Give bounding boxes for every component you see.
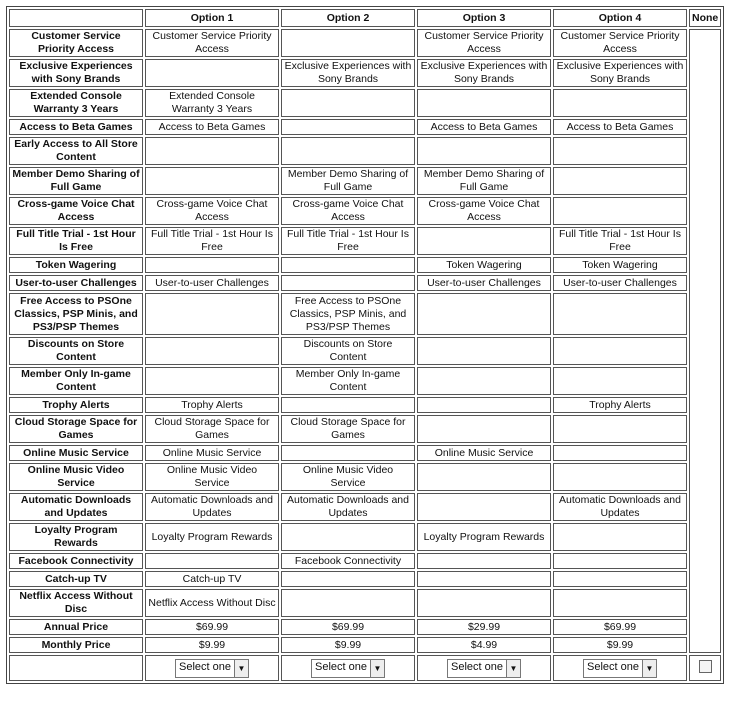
option-3-cell [417,89,551,117]
option-4-cell [553,137,687,165]
option-3-cell [417,553,551,569]
table-row [9,523,721,551]
option-3-cell [417,589,551,617]
option-2-cell [281,397,415,413]
header-option-2: Option 2 [281,9,415,27]
chevron-down-icon[interactable]: ▼ [234,660,248,677]
option-1-select[interactable] [175,659,249,678]
option-3-cell: Member Demo Sharing of Full Game [417,167,551,195]
none-checkbox[interactable] [699,660,712,673]
option-2-cell [281,119,415,135]
table-row [9,197,721,225]
feature-label: Catch-up TV [9,571,143,587]
option-2-cell [281,89,415,117]
feature-label: Monthly Price [9,637,143,653]
option-3-cell [417,137,551,165]
chevron-down-icon[interactable]: ▼ [370,660,384,677]
header-option-1: Option 1 [145,9,279,27]
option-3-cell: Access to Beta Games [417,119,551,135]
table-row [9,59,721,87]
feature-label: Extended Console Warranty 3 Years [9,89,143,117]
option-1-cell [145,257,279,273]
feature-label: Member Only In-game Content [9,367,143,395]
feature-label: Annual Price [9,619,143,635]
feature-label: Token Wagering [9,257,143,273]
option-1-cell: $9.99 [145,637,279,653]
table-row [9,167,721,195]
option-2-cell: Full Title Trial - 1st Hour Is Free [281,227,415,255]
table-row [9,337,721,365]
feature-label: Netflix Access Without Disc [9,589,143,617]
option-3-cell [417,493,551,521]
option-1-cell: Automatic Downloads and Updates [145,493,279,521]
table-row [9,275,721,291]
option-4-cell: Automatic Downloads and Updates [553,493,687,521]
option-3-cell: User-to-user Challenges [417,275,551,291]
option-1-cell: Loyalty Program Rewards [145,523,279,551]
table-row [9,445,721,461]
none-checkbox-cell [689,655,721,681]
feature-label: Cross-game Voice Chat Access [9,197,143,225]
table-row [9,619,721,635]
option-1-cell: Online Music Service [145,445,279,461]
feature-label: User-to-user Challenges [9,275,143,291]
header-corner [9,9,143,27]
option-3-cell: Exclusive Experiences with Sony Brands [417,59,551,87]
option-4-select-cell [553,655,687,681]
option-1-cell: Full Title Trial - 1st Hour Is Free [145,227,279,255]
chevron-down-icon[interactable]: ▼ [506,660,520,677]
select-label: Select one [315,660,367,673]
option-2-cell [281,571,415,587]
option-1-cell: Catch-up TV [145,571,279,587]
feature-label: Facebook Connectivity [9,553,143,569]
option-2-cell: $9.99 [281,637,415,653]
option-1-cell [145,337,279,365]
option-1-cell [145,137,279,165]
option-2-cell: $69.99 [281,619,415,635]
survey-table [6,6,724,684]
option-2-cell: Automatic Downloads and Updates [281,493,415,521]
option-1-cell: Trophy Alerts [145,397,279,413]
option-2-cell [281,445,415,461]
table-row [9,415,721,443]
option-3-cell [417,293,551,335]
table-row [9,637,721,653]
option-2-cell: Exclusive Experiences with Sony Brands [281,59,415,87]
option-1-cell [145,367,279,395]
option-3-cell [417,415,551,443]
feature-label: Member Demo Sharing of Full Game [9,167,143,195]
option-4-cell [553,367,687,395]
table-row [9,571,721,587]
option-4-cell [553,463,687,491]
option-3-cell: $29.99 [417,619,551,635]
select-label: Select one [451,660,503,673]
option-3-cell: Online Music Service [417,445,551,461]
table-row [9,89,721,117]
table-row [9,553,721,569]
feature-label: Online Music Service [9,445,143,461]
option-4-cell: User-to-user Challenges [553,275,687,291]
option-3-cell [417,337,551,365]
feature-label: Cloud Storage Space for Games [9,415,143,443]
option-4-cell: $69.99 [553,619,687,635]
option-2-cell [281,257,415,273]
option-1-cell: Extended Console Warranty 3 Years [145,89,279,117]
option-4-cell [553,523,687,551]
option-2-cell [281,137,415,165]
feature-label: Automatic Downloads and Updates [9,493,143,521]
feature-label: Free Access to PSOne Classics, PSP Minis, and PS3/PSP Themes [9,293,143,335]
option-2-cell: Free Access to PSOne Classics, PSP Minis, and PS3/PSP Themes [281,293,415,335]
none-column-cell [689,29,721,653]
option-2-cell: Online Music Video Service [281,463,415,491]
option-1-cell [145,553,279,569]
option-4-cell: Customer Service Priority Access [553,29,687,57]
feature-label: Trophy Alerts [9,397,143,413]
table-row [9,463,721,491]
selection-row-label [9,655,143,681]
option-4-cell [553,445,687,461]
option-1-cell [145,293,279,335]
option-4-cell [553,415,687,443]
table-row [9,293,721,335]
option-1-select-cell [145,655,279,681]
survey-table-container [6,6,724,684]
option-1-cell: Cross-game Voice Chat Access [145,197,279,225]
option-2-cell [281,29,415,57]
header-none: None [689,9,721,27]
option-2-select[interactable] [311,659,385,678]
option-3-cell [417,571,551,587]
table-row [9,119,721,135]
table-row [9,137,721,165]
option-4-cell: Token Wagering [553,257,687,273]
option-1-cell: Online Music Video Service [145,463,279,491]
table-row [9,29,721,57]
option-1-cell: $69.99 [145,619,279,635]
option-3-cell: Loyalty Program Rewards [417,523,551,551]
option-4-cell [553,197,687,225]
option-2-cell [281,275,415,291]
option-4-cell [553,293,687,335]
option-2-cell: Cross-game Voice Chat Access [281,197,415,225]
option-4-cell [553,571,687,587]
option-2-cell: Cloud Storage Space for Games [281,415,415,443]
option-3-cell [417,367,551,395]
option-1-cell: User-to-user Challenges [145,275,279,291]
option-4-cell: Access to Beta Games [553,119,687,135]
header-option-4: Option 4 [553,9,687,27]
select-label: Select one [179,660,231,673]
selection-row [9,655,721,681]
option-3-select-cell [417,655,551,681]
table-row [9,257,721,273]
feature-label: Discounts on Store Content [9,337,143,365]
table-row [9,227,721,255]
table-row [9,589,721,617]
feature-label: Customer Service Priority Access [9,29,143,57]
option-3-cell [417,463,551,491]
option-4-cell [553,337,687,365]
feature-label: Exclusive Experiences with Sony Brands [9,59,143,87]
option-2-cell: Member Demo Sharing of Full Game [281,167,415,195]
option-4-cell: Exclusive Experiences with Sony Brands [553,59,687,87]
select-label: Select one [587,660,639,673]
option-4-cell: Full Title Trial - 1st Hour Is Free [553,227,687,255]
feature-label: Loyalty Program Rewards [9,523,143,551]
option-4-cell: $9.99 [553,637,687,653]
table-row [9,397,721,413]
option-1-cell [145,167,279,195]
option-1-cell [145,59,279,87]
option-4-cell: Trophy Alerts [553,397,687,413]
option-4-cell [553,589,687,617]
option-3-cell: Customer Service Priority Access [417,29,551,57]
option-1-cell: Access to Beta Games [145,119,279,135]
option-2-cell: Discounts on Store Content [281,337,415,365]
feature-label: Early Access to All Store Content [9,137,143,165]
option-4-select[interactable] [583,659,657,678]
feature-label: Online Music Video Service [9,463,143,491]
option-2-cell [281,523,415,551]
option-3-cell: $4.99 [417,637,551,653]
option-1-cell: Netflix Access Without Disc [145,589,279,617]
table-row [9,367,721,395]
option-4-cell [553,553,687,569]
feature-label: Access to Beta Games [9,119,143,135]
option-2-cell: Member Only In-game Content [281,367,415,395]
option-3-cell: Cross-game Voice Chat Access [417,197,551,225]
header-row [9,9,721,27]
option-2-cell [281,589,415,617]
header-option-3: Option 3 [417,9,551,27]
option-4-cell [553,167,687,195]
table-row [9,493,721,521]
option-3-cell [417,227,551,255]
option-3-select[interactable] [447,659,521,678]
option-2-select-cell [281,655,415,681]
option-3-cell: Token Wagering [417,257,551,273]
chevron-down-icon[interactable]: ▼ [642,660,656,677]
feature-label: Full Title Trial - 1st Hour Is Free [9,227,143,255]
option-3-cell [417,397,551,413]
option-1-cell: Customer Service Priority Access [145,29,279,57]
option-4-cell [553,89,687,117]
option-1-cell: Cloud Storage Space for Games [145,415,279,443]
option-2-cell: Facebook Connectivity [281,553,415,569]
